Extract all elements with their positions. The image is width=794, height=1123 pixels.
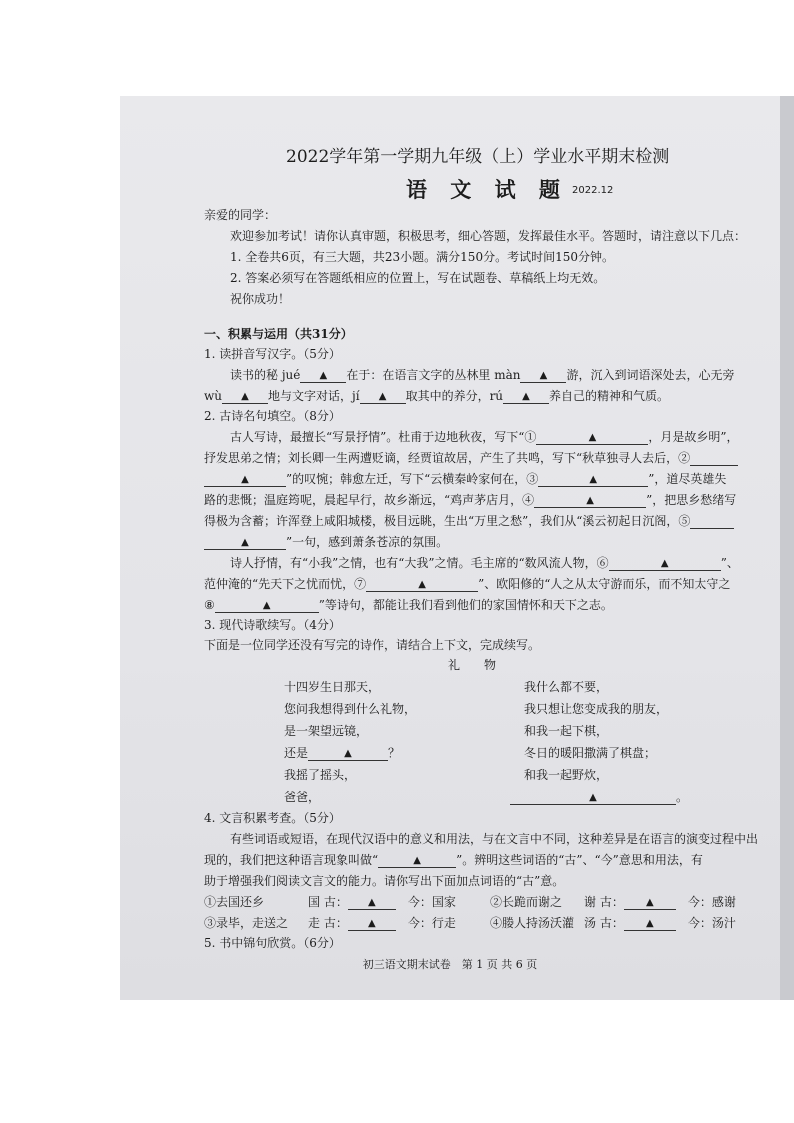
q2-line-2: 抒发思弟之情；刘长卿一生两遭贬谪，经贾谊故居，产生了共鸣，写下“秋草独寻人去后，② — [204, 449, 738, 466]
exam-paper — [120, 96, 780, 1000]
answer-blank[interactable] — [222, 389, 268, 404]
poem-right-line: 和我一起野炊， — [524, 768, 609, 782]
blank-marker: ▲ — [368, 897, 376, 908]
q2-line-7: 诗人抒情，有“小我”之情，也有“大我”之情。毛主席的“数风流人物，⑥ ▲ ”、 — [230, 556, 739, 570]
answer-blank[interactable] — [348, 895, 396, 910]
blank-marker: ▲ — [418, 579, 426, 590]
poem-left-line: 十四岁生日那天， — [284, 680, 381, 694]
blank-marker: ▲ — [589, 474, 598, 485]
intro-line-3: 2. 答案必须写在答题纸相应的位置上，写在试题卷、草稿纸上均无效。 — [230, 271, 606, 285]
poem-left-line: 我摇了摇头， — [284, 768, 357, 782]
poem-left-line: 还是 ▲ ？ — [284, 746, 401, 760]
q1-line-2: wù ▲ 地与文字对话，jí ▲ 取其中的养分，rú ▲ 养自己的精神和气质。 — [204, 389, 670, 403]
poem-right-line: 我什么都不要， — [524, 680, 609, 694]
blank-marker: ▲ — [241, 391, 249, 402]
answer-blank[interactable] — [624, 895, 676, 910]
q5-title: 5. 书中锦句欣赏。（6分） — [204, 936, 341, 950]
intro-line-4: 祝你成功！ — [230, 292, 291, 306]
q4-line-2: 现的，我们把这种语言现象叫做“ ▲ ”。辨明这些词语的“古”、“今”意思和用法，有 — [204, 853, 703, 867]
q4-item-2: ②长跪而谢之 谢 古： ▲ 今：感谢 — [490, 895, 736, 909]
q2-line-1: 古人写诗，最擅长“写景抒情”。杜甫于边地秋夜，写下“① ▲ ，月是故乡明”， — [230, 430, 739, 444]
q4-line-1: 有些词语或短语，在现代汉语中的意义和用法，与在文言中不同，这种差异是在语言的演变过程中出 — [230, 832, 759, 846]
answer-blank[interactable] — [215, 598, 319, 613]
blank-marker: ▲ — [589, 792, 597, 803]
answer-blank[interactable] — [300, 368, 346, 383]
q2-title: 2. 古诗名句填空。（8分） — [204, 409, 341, 423]
q4-item-4: ④媵人持汤沃灌 汤 古： ▲ 今：汤汁 — [490, 916, 736, 930]
answer-blank[interactable] — [510, 790, 676, 805]
intro-line-2: 1. 全卷共6页，有三大题，共23小题。满分150分。考试时间150分钟。 — [230, 250, 614, 264]
answer-blank[interactable] — [609, 556, 721, 571]
poem-right-line: ▲ 。 — [510, 788, 688, 805]
blank-marker: ▲ — [646, 897, 654, 908]
q2-line-8: 范仲淹的“先天下之忧而忧，⑦ ▲ ”、欧阳修的“人之从太守游而乐，而不知太守之 — [204, 577, 731, 591]
q4-item-3: ③录毕，走送之 走 古： ▲ 今：行走 — [204, 916, 456, 930]
answer-blank[interactable] — [536, 430, 648, 445]
blank-marker: ▲ — [262, 600, 271, 611]
q2-line-4: 路的悲慨；温庭筠呢，晨起早行，故乡渐远，“鸡声茅店月，④ ▲ ”，把思乡愁绪写 — [204, 493, 737, 507]
answer-blank[interactable] — [348, 916, 396, 931]
poem-right-line: 和我一起下棋， — [524, 724, 609, 738]
poem-left-line: 您问我想得到什么礼物， — [284, 702, 417, 716]
q3-description: 下面是一位同学还没有写完的诗作，请结合上下文，完成续写。 — [204, 638, 541, 652]
poem-right-line: 冬日的暖阳撒满了棋盘； — [524, 746, 657, 760]
poem-left-line: 是一架望远镜， — [284, 724, 369, 738]
subject-title: 语 文 试 题 — [406, 177, 568, 202]
intro-line-1: 欢迎参加考试！请你认真审题，积极思考，细心答题，发挥最佳水平。答题时，请注意以下几点： — [230, 229, 747, 243]
q4-title: 4. 文言积累考查。（5分） — [204, 811, 341, 825]
answer-blank[interactable] — [690, 465, 738, 466]
exam-date: 2022.12 — [572, 185, 614, 196]
answer-blank[interactable] — [360, 389, 406, 404]
exam-title: 2022学年第一学期九年级（上）学业水平期末检测 — [286, 147, 670, 167]
page-footer: 初三语文期末试卷 第 1 页 共 6 页 — [362, 958, 538, 971]
q4-item-1: ①去国还乡 国 古： ▲ 今：国家 — [204, 895, 456, 909]
poem-title: 礼 物 — [448, 658, 497, 672]
photo-background-edge — [780, 96, 794, 1000]
answer-blank[interactable] — [624, 916, 676, 931]
answer-blank[interactable] — [204, 535, 286, 550]
answer-blank[interactable] — [204, 472, 286, 487]
blank-marker: ▲ — [368, 918, 376, 929]
scanned-photo — [120, 96, 794, 1000]
section-1-title: 一、积累与运用（共31分） — [204, 327, 353, 341]
answer-blank[interactable] — [308, 746, 388, 761]
blank-marker: ▲ — [413, 855, 421, 866]
blank-marker: ▲ — [586, 495, 594, 506]
q4-line-3: 助于增强我们阅读文言文的能力。请你写出下面加点词语的“古”意。 — [204, 874, 565, 888]
answer-blank[interactable] — [520, 368, 566, 383]
greeting: 亲爱的同学： — [204, 208, 277, 222]
q1-title: 1. 读拼音写汉字。（5分） — [204, 347, 341, 361]
q2-line-9: ⑧ ▲ ”等诗句，都能让我们看到他们的家国情怀和天下之志。 — [204, 598, 613, 612]
poem-left-line: 爸爸， — [284, 790, 321, 804]
answer-blank[interactable] — [378, 853, 456, 868]
answer-blank[interactable] — [534, 493, 646, 508]
blank-marker: ▲ — [660, 558, 669, 569]
q3-title: 3. 现代诗歌续写。（4分） — [204, 618, 341, 632]
blank-marker: ▲ — [241, 537, 249, 548]
blank-marker: ▲ — [646, 918, 654, 929]
q2-line-5: 得极为含蓄；许浑登上咸阳城楼，极目远眺，生出“万里之愁”，我们从“溪云初起日沉阁，⑤ — [204, 512, 734, 529]
q2-line-6: ▲ ”一句，感到萧条苍凉的氛围。 — [204, 533, 448, 550]
q1-line-1: 读书的秘 jué ▲ 在于：在语言文字的丛林里 màn ▲ 游，沉入到词语深处去，心无旁 — [230, 368, 735, 382]
blank-marker: ▲ — [522, 391, 530, 402]
answer-blank[interactable] — [538, 472, 648, 487]
blank-marker: ▲ — [588, 432, 597, 443]
blank-marker: ▲ — [344, 748, 352, 759]
answer-blank[interactable] — [366, 577, 478, 592]
answer-blank[interactable] — [503, 389, 549, 404]
blank-marker: ▲ — [378, 391, 387, 402]
q2-line-3: ▲ ”的叹惋；韩愈左迁，写下“云横秦岭家何在，③ ▲ ”，道尽英雄失 — [204, 470, 726, 487]
answer-blank[interactable] — [690, 528, 734, 529]
poem-right-line: 我只想让您变成我的朋友， — [524, 702, 669, 716]
blank-marker: ▲ — [241, 474, 249, 485]
blank-marker: ▲ — [319, 370, 328, 381]
blank-marker: ▲ — [539, 370, 548, 381]
